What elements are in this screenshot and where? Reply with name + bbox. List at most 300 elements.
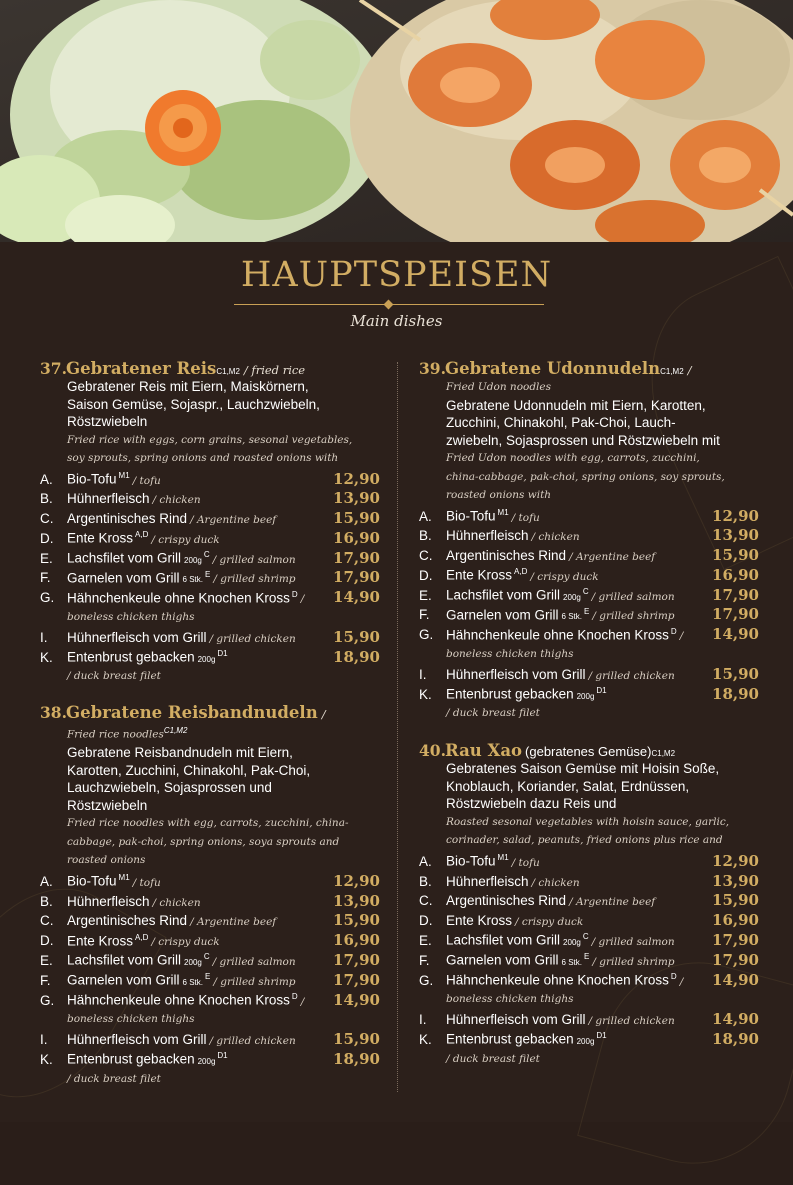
page-subtitle: Main dishes (350, 312, 443, 330)
item-letter: D. (40, 530, 54, 546)
menu-section (40, 703, 380, 1089)
item-name (446, 567, 527, 583)
item-name-en: / (300, 995, 305, 1008)
item-letter: K. (419, 1031, 432, 1047)
section-allergen-codes: C1,M2 (660, 367, 684, 376)
menu-item (419, 891, 759, 911)
item-name-text: Hühnerfleisch vom Grill (446, 666, 586, 682)
menu-item (40, 991, 380, 1011)
item-allergen-codes: C (582, 932, 589, 942)
item-name (67, 992, 298, 1008)
item-price: 16,90 (333, 528, 380, 547)
item-name (67, 630, 207, 645)
section-title: Gebratene Reisbandnudeln (66, 703, 318, 723)
menu-column-left (40, 359, 380, 1090)
section-title-plain: (gebratenes Gemüse) (525, 744, 652, 760)
item-size: 6 Stk. (182, 977, 203, 987)
menu-item (40, 549, 380, 569)
item-price: 16,90 (712, 911, 759, 930)
menu-item (40, 489, 380, 509)
item-allergen-codes: D (670, 972, 677, 982)
item-name-text: Ente Kross (67, 933, 134, 949)
description-en: corinader, salad, peanuts, fried onions plus rice and (446, 834, 723, 847)
menu-item (419, 665, 759, 685)
description-en: Fried rice with eggs, corn grains, sesonal vegetables, (67, 433, 353, 446)
item-name-en: / (679, 975, 684, 988)
menu-item (419, 852, 759, 872)
item-name-text: Lachsfilet vom Grill (67, 952, 182, 968)
menu-item (419, 931, 759, 951)
menu-item (419, 951, 759, 971)
menu-item (419, 507, 759, 527)
item-name (446, 913, 512, 928)
item-letter: C. (419, 548, 433, 564)
item-name (446, 587, 589, 603)
item-name (446, 932, 589, 948)
description-de: Karotten, Zucchini, Chinakohl, Pak-Choi, (67, 762, 311, 778)
item-name (67, 933, 148, 949)
item-allergen-codes: M1 (497, 508, 509, 517)
menu-item (40, 509, 380, 529)
menu-item (419, 546, 759, 566)
item-name (67, 530, 148, 546)
item-letter: K. (40, 649, 53, 665)
item-letter: B. (40, 893, 53, 909)
menu-item (419, 526, 759, 546)
item-name (446, 686, 607, 702)
item-name (446, 972, 677, 988)
description-de: Saison Gemüse, Sojaspr., Lauchzwiebeln, (67, 396, 320, 412)
item-letter: F. (40, 972, 51, 988)
item-size: 200g (197, 1056, 216, 1066)
item-name (446, 627, 677, 643)
item-letter: A. (40, 873, 53, 889)
section-number: 40. (419, 741, 446, 761)
section-body (419, 760, 759, 850)
item-name-text: Argentinisches Rind (67, 913, 188, 929)
menu-item (419, 1010, 759, 1030)
menu-item-list (40, 872, 380, 1090)
item-name-en: / chicken (152, 494, 201, 507)
item-name (67, 570, 210, 586)
item-name-text: Garnelen vom Grill (446, 607, 559, 623)
item-price: 17,90 (712, 585, 759, 604)
menu-item (40, 588, 380, 608)
item-price: 18,90 (712, 1029, 759, 1048)
item-price: 12,90 (712, 506, 759, 525)
item-size: 200g (563, 592, 581, 602)
item-price: 14,90 (333, 588, 380, 607)
item-name-en: / grilled shrimp (213, 573, 296, 586)
item-letter: D. (40, 933, 54, 949)
item-name-text: Hähnchenkeule ohne Knochen Kross (67, 992, 290, 1008)
item-name-en: / tofu (511, 511, 540, 524)
item-allergen-codes: M1 (497, 853, 509, 863)
item-name (67, 491, 150, 506)
section-body (40, 378, 380, 468)
item-name-text: Hühnerfleisch (67, 491, 150, 507)
item-note-en: / duck breast filet (446, 707, 540, 720)
item-price: 13,90 (712, 526, 759, 545)
item-allergen-codes: D (291, 589, 298, 599)
item-name-en: / tofu (132, 876, 161, 889)
description-en: roasted onions (67, 854, 146, 867)
item-allergen-codes: M1 (118, 471, 130, 480)
description-de: Lauchzwiebeln, Sojasprossen und (67, 780, 272, 796)
item-name (446, 952, 589, 968)
item-price: 14,90 (333, 990, 380, 1009)
item-size: 200g (576, 691, 595, 701)
item-name (446, 893, 566, 908)
item-name (67, 972, 210, 988)
item-letter: C. (40, 913, 54, 929)
item-price: 15,90 (333, 1030, 380, 1049)
item-name (446, 853, 509, 869)
menu-item-list (419, 852, 759, 1070)
item-name-text: Ente Kross (446, 913, 513, 929)
item-letter: C. (419, 893, 433, 909)
item-name (67, 590, 298, 606)
item-name-en: / grilled shrimp (592, 610, 675, 623)
item-name (446, 607, 589, 623)
item-name-en: / grilled chicken (209, 1035, 296, 1048)
item-name (67, 511, 187, 526)
item-allergen-codes: C (582, 587, 589, 597)
item-name-text: Argentinisches Rind (67, 511, 188, 527)
item-name-en: / grilled chicken (588, 669, 675, 682)
column-divider (397, 362, 398, 1092)
item-size: 200g (184, 555, 202, 565)
item-letter: G. (40, 992, 55, 1008)
item-name-text: Hühnerfleisch vom Grill (67, 629, 207, 645)
description-en: china-cabbage, pak-choi, spring onions, soy sprouts, (446, 470, 725, 483)
section-title-en-text: Fried Udon noodles (446, 381, 552, 393)
item-name-en: / grilled salmon (212, 955, 296, 968)
item-letter: I. (419, 666, 427, 682)
section-allergen-codes: C1,M2 (651, 749, 676, 759)
item-price: 18,90 (333, 1049, 380, 1068)
item-name-en: / grilled chicken (209, 632, 296, 645)
item-name (67, 649, 228, 665)
description-en: roasted onions with (446, 489, 552, 501)
description-de: Gebratene Udonnudeln mit Eiern, Karotten, (446, 397, 706, 413)
item-price: 17,90 (333, 568, 380, 587)
item-name-text: Argentinisches Rind (446, 548, 567, 564)
item-allergen-codes: D (670, 626, 677, 636)
page-title: HAUPTSPEISEN (240, 255, 553, 295)
menu-column-right (419, 359, 759, 1070)
section-title-en: / (321, 707, 326, 722)
menu-item (419, 566, 759, 586)
item-letter: E. (419, 587, 432, 603)
item-name (67, 1051, 228, 1067)
item-name-text: Garnelen vom Grill (67, 570, 180, 586)
item-name-text: Hühnerfleisch (446, 873, 529, 889)
item-letter: E. (419, 932, 432, 948)
item-allergen-codes: E (205, 569, 211, 579)
description-en: Fried rice noodles with egg, carrots, zucchini, china- (67, 817, 349, 830)
item-letter: E. (40, 550, 53, 566)
item-name-text: Bio-Tofu (67, 471, 117, 487)
description-de: Röstzwiebeln dazu Reis und (446, 796, 617, 812)
section-title-en: / (687, 363, 692, 377)
item-name (446, 667, 586, 682)
item-allergen-codes: D1 (217, 1051, 228, 1061)
menu-item (40, 568, 380, 588)
section-title: Rau Xao (445, 741, 523, 761)
item-name-text: Ente Kross (446, 567, 513, 583)
description-en: Fried Udon noodles with egg, carrots, zucchini, (446, 452, 700, 464)
menu-item (40, 628, 380, 648)
item-allergen-codes: E (584, 606, 590, 616)
item-name-text: Bio-Tofu (67, 873, 117, 889)
item-name (446, 548, 566, 563)
description-en: cabbage, pak-choi, spring onions, soya sprouts and (67, 835, 340, 848)
item-name-en: / grilled chicken (588, 1015, 675, 1028)
item-name-text: Lachsfilet vom Grill (446, 932, 561, 948)
item-size: 200g (576, 1036, 595, 1046)
item-name-text: Lachsfilet vom Grill (446, 587, 561, 603)
item-name-text: Hähnchenkeule ohne Knochen Kross (446, 972, 669, 988)
menu-item (40, 1030, 380, 1050)
item-name-text: Hühnerfleisch (446, 528, 529, 544)
item-note-en: boneless chicken thighs (446, 648, 574, 661)
item-name-text: Entenbrust gebacken (67, 1051, 195, 1067)
item-price: 17,90 (333, 950, 380, 969)
item-allergen-codes: D1 (217, 649, 228, 659)
item-name-text: Hühnerfleisch (67, 893, 150, 909)
item-name (446, 1012, 586, 1027)
description-de: zwiebeln, Sojasprossen und Röstzwiebeln mit (446, 432, 720, 448)
item-price: 13,90 (333, 489, 380, 508)
item-price: 15,90 (712, 891, 759, 910)
item-allergen-codes: D1 (596, 686, 607, 696)
menu-item (40, 470, 380, 490)
item-price: 17,90 (333, 970, 380, 989)
menu-item-list (419, 507, 759, 725)
item-letter: F. (419, 952, 430, 968)
section-title-en-line (446, 378, 759, 397)
item-name (67, 471, 130, 487)
item-price: 17,90 (333, 548, 380, 567)
section-title: Gebratene Udonnudeln (445, 359, 661, 378)
item-price: 16,90 (333, 931, 380, 950)
item-name (67, 952, 210, 968)
menu-item (40, 529, 380, 549)
item-note-en: boneless chicken thighs (67, 611, 195, 624)
item-name-en: / crispy duck (530, 570, 599, 583)
description-de: Knoblauch, Koriander, Salat, Erdnüssen, (446, 778, 690, 794)
menu-item (40, 892, 380, 912)
item-size: 200g (563, 937, 581, 947)
item-letter: F. (419, 607, 430, 623)
item-allergen-codes: A,D (135, 530, 149, 540)
title-diamond-ornament (384, 300, 394, 310)
item-size: 6 Stk. (561, 957, 582, 967)
item-size: 6 Stk. (182, 575, 203, 585)
item-name-text: Bio-Tofu (446, 508, 496, 524)
item-price: 13,90 (333, 891, 380, 910)
item-name (67, 913, 187, 928)
section-number: 39. (419, 359, 446, 378)
item-letter: B. (419, 528, 432, 544)
menu-item (40, 872, 380, 892)
item-price: 15,90 (712, 546, 759, 565)
menu-item (419, 911, 759, 931)
section-header (40, 703, 380, 722)
item-name-en: / chicken (531, 531, 580, 544)
item-price: 12,90 (333, 871, 380, 890)
menu-section (40, 359, 380, 687)
section-title-en: / fried rice (243, 363, 306, 377)
item-price: 12,90 (333, 469, 380, 488)
item-letter: A. (419, 853, 432, 869)
item-letter: D. (419, 913, 433, 929)
menu-item (419, 1030, 759, 1050)
item-allergen-codes: A,D (135, 932, 149, 942)
section-title: Gebratener Reis (66, 359, 217, 378)
item-name (67, 873, 130, 889)
item-allergen-codes: E (584, 952, 590, 962)
item-name (67, 1032, 207, 1047)
item-name-text: Garnelen vom Grill (446, 952, 559, 968)
item-name-text: Hähnchenkeule ohne Knochen Kross (67, 590, 290, 606)
menu-section (419, 359, 759, 724)
item-name-text: Argentinisches Rind (446, 893, 567, 909)
item-price: 16,90 (712, 565, 759, 584)
item-name-text: Hühnerfleisch vom Grill (67, 1032, 207, 1048)
item-letter: I. (419, 1012, 427, 1028)
section-title-en-line (67, 722, 380, 744)
item-price: 14,90 (712, 625, 759, 644)
item-name (67, 550, 210, 566)
description-de: Röstzwiebeln (67, 414, 148, 429)
item-name-text: Bio-Tofu (446, 853, 496, 869)
item-name-en: / crispy duck (515, 916, 584, 929)
item-name-text: Ente Kross (67, 530, 134, 546)
item-allergen-codes: C (203, 952, 210, 962)
menu-item (419, 872, 759, 892)
section-allergen-codes: C1,M2 (216, 367, 240, 376)
menu-item (40, 951, 380, 971)
item-price: 13,90 (712, 871, 759, 890)
item-letter: G. (419, 627, 434, 643)
description-de: Gebratene Reisbandnudeln mit Eiern, (67, 745, 293, 761)
item-allergen-codes: E (205, 972, 211, 982)
item-note-en: / duck breast filet (67, 1072, 161, 1085)
item-name-en: / grilled salmon (212, 553, 296, 566)
item-letter: E. (40, 952, 53, 968)
menu-item (40, 1050, 380, 1070)
item-name-en: / Argentine beef (190, 916, 277, 929)
menu-section (419, 741, 759, 1069)
item-name-text: Hähnchenkeule ohne Knochen Kross (446, 627, 669, 643)
menu-item (419, 625, 759, 645)
section-body (419, 378, 759, 505)
item-name-text: Entenbrust gebacken (446, 686, 574, 702)
description-en: Roasted sesonal vegetables with hoisin sauce, garlic, (446, 815, 730, 828)
item-price: 18,90 (333, 647, 380, 666)
item-letter: K. (419, 686, 432, 702)
item-name-en: / (679, 630, 684, 643)
item-name-en: / Argentine beef (569, 896, 656, 909)
description-de: Zucchini, Chinakohl, Pak-Choi, Lauch- (446, 415, 676, 430)
item-name-en: / grilled shrimp (213, 975, 296, 988)
item-allergen-codes: A,D (514, 567, 528, 577)
item-letter: D. (419, 567, 433, 583)
item-size: 200g (197, 654, 216, 664)
item-allergen-codes: D1 (596, 1031, 607, 1041)
menu-item (419, 605, 759, 625)
item-price: 18,90 (712, 684, 759, 703)
item-name-text: Entenbrust gebacken (67, 649, 195, 665)
item-note-en: boneless chicken thighs (446, 993, 574, 1006)
item-letter: G. (419, 972, 434, 988)
description-en: soy sprouts, spring onions and roasted onions with (67, 452, 339, 464)
section-header (40, 359, 380, 378)
item-name (446, 508, 509, 524)
item-name-text: Lachsfilet vom Grill (67, 550, 182, 566)
menu-item (419, 971, 759, 991)
item-price: 12,90 (712, 851, 759, 870)
item-price: 17,90 (712, 950, 759, 969)
item-name-text: Entenbrust gebacken (446, 1031, 574, 1047)
item-name-en: / chicken (531, 876, 580, 889)
menu-item (40, 648, 380, 668)
item-size: 200g (184, 957, 202, 967)
item-name-text: Garnelen vom Grill (67, 972, 180, 988)
item-name-en: / grilled salmon (591, 590, 675, 603)
item-letter: K. (40, 1051, 53, 1067)
section-header (419, 359, 759, 378)
description-de: Röstzwiebeln (67, 797, 148, 813)
item-name-en: / grilled salmon (591, 935, 675, 948)
menu-item-list (40, 470, 380, 688)
header-food-photo (0, 0, 793, 242)
item-name-en: / tofu (132, 474, 161, 487)
item-price: 15,90 (333, 509, 380, 528)
item-name-en: / crispy duck (151, 533, 220, 546)
section-title-en-text: Fried rice noodles (67, 728, 164, 741)
item-note-en: / duck breast filet (67, 670, 161, 683)
description-de: Gebratenes Saison Gemüse mit Hoisin Soße, (446, 761, 720, 777)
section-header (419, 741, 759, 760)
description-de: Gebratener Reis mit Eiern, Maiskörnern, (67, 379, 309, 394)
item-price: 15,90 (712, 664, 759, 683)
item-letter: I. (40, 1032, 48, 1048)
section-number: 37. (40, 359, 67, 378)
menu-item (419, 685, 759, 705)
item-letter: B. (419, 873, 432, 889)
section-body (40, 722, 380, 870)
item-price: 15,90 (333, 627, 380, 646)
item-letter: I. (40, 629, 48, 645)
item-name-en: / (300, 593, 305, 606)
item-letter: A. (40, 471, 53, 487)
item-name-en: / chicken (152, 896, 201, 909)
item-price: 15,90 (333, 911, 380, 930)
menu-page (0, 242, 793, 1122)
item-allergen-codes: C (203, 550, 210, 560)
item-name-text: Hühnerfleisch vom Grill (446, 1012, 586, 1028)
item-letter: A. (419, 508, 432, 524)
item-name-en: / Argentine beef (569, 551, 656, 564)
item-name (67, 894, 150, 909)
item-name-en: / crispy duck (151, 936, 220, 949)
menu-item (40, 931, 380, 951)
item-name-en: / tofu (511, 856, 540, 869)
item-price: 14,90 (712, 1010, 759, 1029)
